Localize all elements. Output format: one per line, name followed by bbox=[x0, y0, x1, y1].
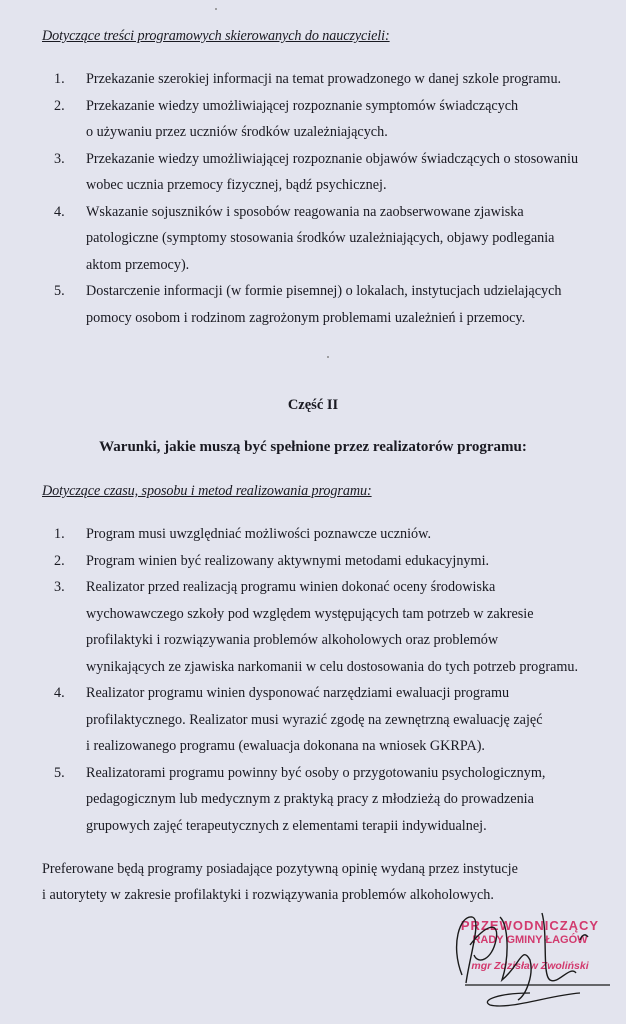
item-text: profilaktyki i rozwiązywania problemów alkoholowych oraz problemów bbox=[86, 632, 499, 648]
list-item bbox=[0, 680, 626, 760]
item-text: Realizator programu winien dysponować narzędziami ewaluacji programu bbox=[86, 685, 510, 701]
section2-list bbox=[0, 521, 626, 839]
item-text: grupowych zajęć terapeutycznych z elementami terapii indywidualnej. bbox=[86, 817, 487, 834]
list-item bbox=[0, 146, 626, 199]
section2-heading: Dotyczące czasu, sposobu i metod realizowania programu: bbox=[42, 483, 372, 499]
item-text: Przekazanie wiedzy umożliwiającej rozpoznanie symptomów świadczących bbox=[86, 97, 519, 114]
stamp-name: mgr Zdzisław Zwoliński bbox=[471, 960, 589, 972]
section1-heading: Dotyczące treści programowych skierowanych do nauczycieli: bbox=[42, 28, 390, 44]
item-text: profilaktycznego. Realizator musi wyrazić zgodę na zewnętrzną ewaluację zajęć bbox=[86, 711, 543, 728]
list-item bbox=[0, 93, 626, 146]
list-item bbox=[0, 66, 626, 93]
list-item bbox=[0, 548, 626, 575]
item-number: 3. bbox=[54, 579, 65, 595]
item-text: wobec ucznia przemocy fizycznej, bądź psychicznej. bbox=[86, 177, 387, 193]
closing-paragraph bbox=[42, 856, 622, 908]
item-number: 4. bbox=[54, 203, 65, 220]
item-text: Realizatorami programu powinny być osoby o przygotowaniu psychologicznym, bbox=[86, 764, 546, 781]
item-text: Przekazanie szerokiej informacji na temat prowadzonego w danej szkole programu. bbox=[86, 71, 562, 87]
item-text: Program musi uwzględniać możliwości poznawcze uczniów. bbox=[86, 526, 431, 542]
stamp-title: PRZEWODNICZĄCY bbox=[460, 918, 600, 933]
item-number: 2. bbox=[54, 97, 65, 114]
item-number: 5. bbox=[54, 764, 65, 781]
item-text: patologiczne (symptomy stosowania środków uzależniających, objawy podlegania bbox=[86, 230, 555, 246]
item-text: Przekazanie wiedzy umożliwiającej rozpoznanie objawów świadczących o stosowaniu bbox=[86, 150, 579, 167]
part-title: Część II bbox=[287, 397, 339, 413]
handwritten-signature-icon bbox=[430, 905, 620, 1015]
part-subtitle: Warunki, jakie muszą być spełnione przez realizatorów programu: bbox=[99, 439, 527, 455]
item-text: Wskazanie sojuszników i sposobów reagowania na zaobserwowane zjawiska bbox=[86, 203, 524, 220]
item-text: Program winien być realizowany aktywnymi metodami edukacyjnymi. bbox=[86, 552, 490, 569]
item-number: 2. bbox=[54, 552, 65, 569]
closing-line: i autorytety w zakresie profilaktyki i rozwiązywania problemów alkoholowych. bbox=[42, 887, 494, 903]
item-text: Dostarczenie informacji (w formie pisemnej) o lokalach, instytucjach udzielających bbox=[86, 283, 562, 299]
item-text: Realizator przed realizacją programu winien dokonać oceny środowiska bbox=[86, 579, 496, 595]
scan-speck bbox=[215, 8, 217, 10]
item-number: 4. bbox=[54, 685, 65, 701]
item-text: pedagogicznym lub medycznym z praktyką pracy z młodzieżą do prowadzenia bbox=[86, 791, 534, 807]
list-item bbox=[0, 199, 626, 279]
item-number: 1. bbox=[54, 71, 65, 87]
item-text: i realizowanego programu (ewaluacja dokonana na wniosek GKRPA). bbox=[86, 738, 485, 754]
item-text: pomocy osobom i rodzinom zagrożonym problemami uzależnień i przemocy. bbox=[86, 309, 526, 326]
stamp-council: RADY GMINY ŁAGÓW bbox=[472, 934, 588, 946]
list-item bbox=[0, 521, 626, 548]
scan-speck bbox=[327, 356, 329, 358]
item-text: wynikających ze zjawiska narkomanii w celu dostosowania do tych potrzeb programu. bbox=[86, 658, 579, 675]
item-text: o używaniu przez uczniów środków uzależniających. bbox=[86, 124, 388, 140]
item-number: 1. bbox=[54, 526, 65, 542]
item-number: 5. bbox=[54, 283, 65, 299]
item-number: 3. bbox=[54, 150, 65, 167]
item-text: aktom przemocy). bbox=[86, 256, 190, 273]
list-item bbox=[0, 760, 626, 840]
closing-line: Preferowane będą programy posiadające pozytywną opinię wydaną przez instytucje bbox=[42, 861, 518, 877]
item-text: wychowawczego szkoły pod względem występujących tam potrzeb w zakresie bbox=[86, 605, 534, 622]
section1-list bbox=[0, 66, 626, 331]
list-item bbox=[0, 278, 626, 331]
list-item bbox=[0, 574, 626, 680]
